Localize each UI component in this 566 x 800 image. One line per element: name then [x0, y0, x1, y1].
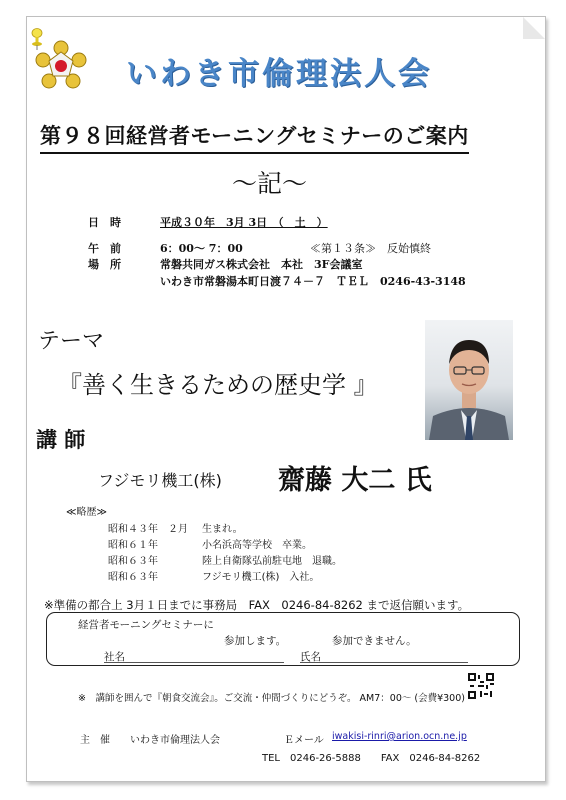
time-value: 6：00～ 7：00 — [160, 242, 243, 255]
reply-line-1: 経営者モーニングセミナーに — [78, 619, 214, 631]
bio-date: 昭和６１年 — [108, 540, 158, 551]
reply-notice: ※準備の都合上 3月１日までに事務局 FAX 0246-84-8262 まで返信願います。 — [44, 598, 470, 612]
date-value: 平成３０年 3月 3日 （ 土 ） — [160, 216, 328, 229]
qr-code-icon — [468, 673, 494, 699]
lecturer-photo — [425, 320, 513, 440]
bio-text: フジモリ機工(株) 入社。 — [202, 572, 320, 583]
name-field[interactable] — [300, 662, 468, 663]
place-line-2: いわき市常磐湯本町日渡７４－７ ＴＥＬ 0246-43-3148 — [160, 275, 466, 288]
bio-text: 小名浜高等学校 卒業。 — [202, 540, 312, 551]
bio-text: 陸上自衛隊弘前駐屯地 退職。 — [202, 556, 342, 567]
breakfast-note: ※ 講師を囲んで『朝食交流会』。ご交流・仲間づくりにどうぞ。 AM7：00～ (会費¥300) — [78, 693, 465, 704]
bio-text: 生まれ。 — [202, 524, 243, 535]
company-label: 社名 — [104, 651, 125, 663]
attend-option[interactable]: 参加します。 — [224, 635, 287, 647]
ki-heading: ～記～ — [232, 169, 308, 198]
absent-option[interactable]: 参加できません。 — [332, 635, 417, 647]
host-label: 主 催 — [80, 735, 110, 746]
name-label: 氏名 — [300, 651, 321, 663]
bio-date: 昭和６３年 — [108, 556, 158, 567]
article-text: ≪第１３条≫ 反始慎終 — [310, 242, 431, 255]
place-line-1: 常磐共同ガス株式会社 本社 3F会議室 — [160, 258, 363, 271]
bio-date: 昭和６３年 — [108, 572, 158, 583]
page-fold — [523, 17, 545, 39]
contact-numbers: TEL 0246-26-5888 FAX 0246-84-8262 — [262, 753, 481, 764]
time-label: 午 前 — [88, 242, 121, 255]
lecturer-company: フジモリ機工(株) — [98, 471, 222, 490]
lecturer-heading: 講 師 — [36, 428, 86, 452]
flyer-title: 第９８回経営者モーニングセミナーのご案内 — [40, 120, 469, 154]
company-field[interactable] — [104, 662, 284, 663]
place-label: 場 所 — [88, 258, 121, 271]
emblem-logo-icon — [35, 40, 87, 92]
theme-heading: テーマ — [38, 329, 105, 354]
email-link[interactable]: iwakisi-rinri@arion.ocn.ne.jp — [332, 731, 467, 742]
theme-title: 『善く生きるための歴史学 』 — [58, 371, 378, 399]
host-name: いわき市倫理法人会 — [130, 735, 220, 746]
date-label: 日 時 — [88, 216, 121, 229]
organization-name: いわき市倫理法人会 — [126, 56, 432, 92]
bio-heading: ≪略歴≫ — [66, 507, 107, 518]
email-label: Ｅメール — [284, 735, 324, 746]
bio-date: 昭和４３年 ２月 — [108, 524, 188, 535]
lecturer-name: 齋藤 大二 氏 — [278, 465, 432, 496]
